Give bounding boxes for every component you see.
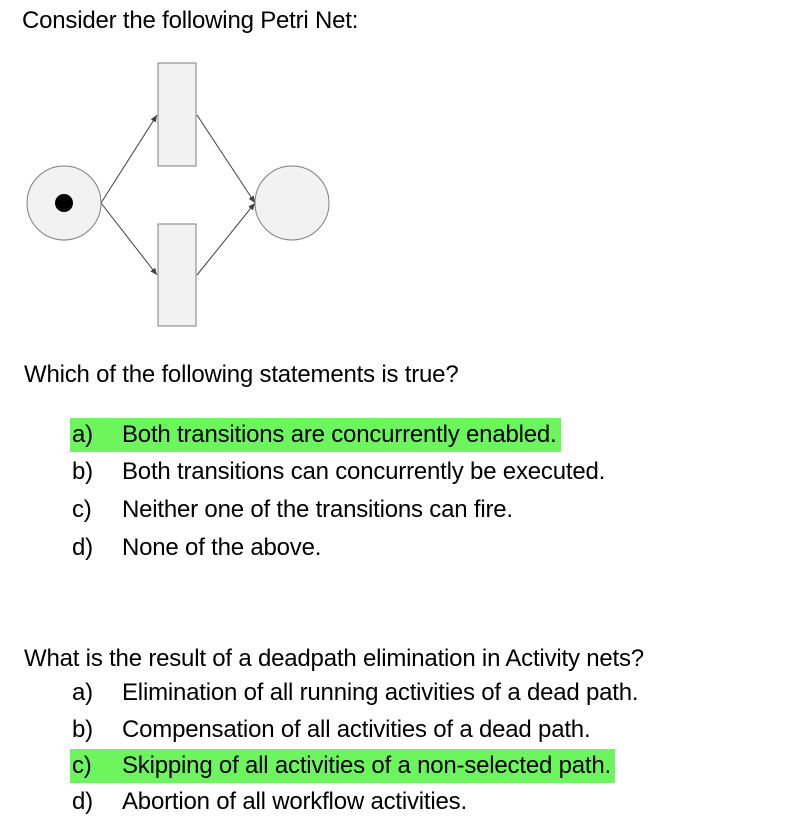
- option-letter: c): [72, 496, 92, 523]
- option-letter: b): [72, 458, 93, 485]
- option-text: Abortion of all workflow activities.: [122, 788, 467, 815]
- question1-option-c: [70, 493, 513, 527]
- output-place: [255, 166, 329, 240]
- question1-option-b: [70, 455, 605, 489]
- option-letter: c): [72, 752, 92, 779]
- option-letter: d): [72, 788, 93, 815]
- option-text: Elimination of all running activities of a dead path.: [122, 679, 639, 706]
- option-letter: a): [72, 421, 93, 448]
- option-letter: a): [72, 679, 93, 706]
- question2-option-a: [70, 676, 638, 710]
- petri-net-diagram: [0, 55, 360, 335]
- intro-text: Consider the following Petri Net:: [22, 7, 359, 34]
- question1-option-a: [70, 418, 561, 452]
- question2-prompt: What is the result of a deadpath elimination in Activity nets?: [24, 645, 644, 672]
- arc-place-to-lower-transition: [101, 203, 157, 275]
- arc-upper-transition-to-place: [197, 115, 255, 203]
- option-text: Compensation of all activities of a dead path.: [122, 716, 591, 743]
- question2-option-c: [70, 749, 615, 783]
- arc-lower-transition-to-place: [197, 203, 255, 275]
- question2-option-b: [70, 713, 590, 747]
- option-text: None of the above.: [122, 534, 322, 561]
- option-text: Both transitions are concurrently enabled.: [122, 421, 557, 448]
- option-text: Both transitions can concurrently be executed.: [122, 458, 606, 485]
- question2-option-d: [70, 785, 467, 819]
- option-letter: b): [72, 716, 93, 743]
- lower-transition: [158, 224, 196, 326]
- option-letter: d): [72, 534, 93, 561]
- question1-option-d: [70, 531, 321, 565]
- token: [55, 194, 73, 212]
- option-text: Neither one of the transitions can fire.: [122, 496, 513, 523]
- option-text: Skipping of all activities of a non-selected path.: [122, 752, 611, 779]
- upper-transition: [158, 63, 196, 166]
- question1-prompt: Which of the following statements is true?: [24, 361, 459, 388]
- arc-place-to-upper-transition: [101, 115, 157, 203]
